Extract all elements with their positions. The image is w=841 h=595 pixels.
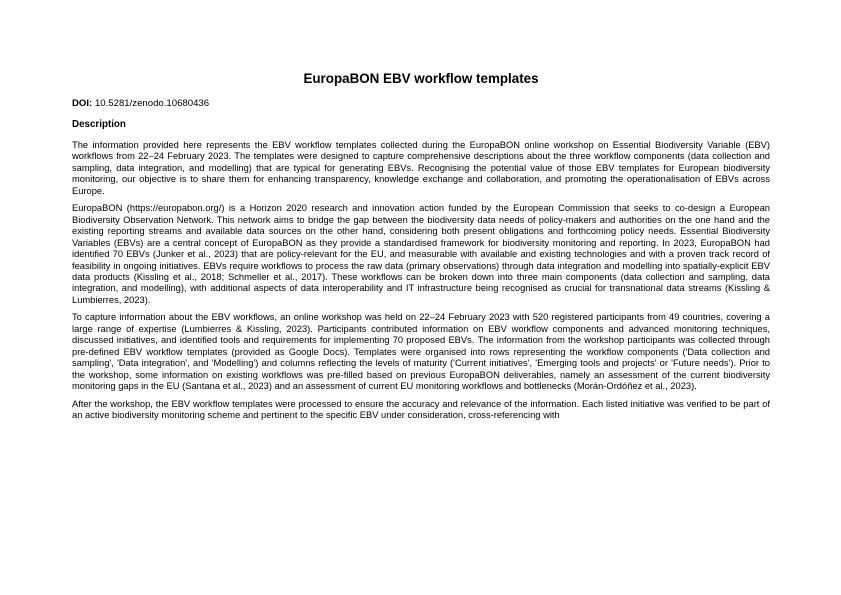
doi-line	[72, 98, 770, 110]
section-heading: Description	[72, 119, 126, 130]
doi-label: DOI:	[72, 98, 93, 109]
document-title: EuropaBON EBV workflow templates	[303, 71, 539, 86]
paragraph-europabon: EuropaBON (https://europabon.org/) is a Horizon 2020 research and innovation action funded by the European Commission that seeks to co-design a European Biodiversity Observation Network. This network aims to bridge the gap between the biodiversity data needs of policy-makers and authorities on the one hand and the existing reporting streams and available data sources on the other hand, considering both present obligations and forthcoming policy needs. Essential Biodiversity Variables (EBVs) are a central concept of EuropaBON as they provide a standardised framework for biodiversity monitoring and reporting. In 2023, EuropaBON had identified 70 EBVs (Junker et al., 2023) that are policy-relevant for the EU, and measurable with available and existing technologies and with a proven track record of feasibility in ongoing initiatives. EBVs require workflows to process the raw data (primary observations) through data integration and modelling into spatially-explicit EBV data products (Kissling et al., 2018; Schmeller et al., 2017). These workflows can be broken down into three main components (data collection and sampling, data integration, and modelling), with additional aspects of data interoperability and IT infrastructure being recognised as crucial for transnational data streams (Kissling & Lumbierres, 2023).	[72, 203, 770, 305]
doi-value: 10.5281/zenodo.10680436	[94, 98, 210, 109]
paragraph-workshop: To capture information about the EBV workflows, an online workshop was held on 22–24 February 2023 with 520 registered participants from 49 countries, covering a large range of expertise (Lumbierres & Kissling, 2023). Participants contributed information on EBV workflow components and advanced monitoring techniques, discussed initiatives, and identified tools and requirements for implementing 70 proposed EBVs. The information from the workshop participants was collected through pre-defined EBV workflow templates (provided as Google Docs). Templates were organised into rows representing the workflow components ('Data collection and sampling', 'Data integration', and 'Modelling') and columns reflecting the levels of maturity ('Current initiatives', 'Emerging tools and projects' or 'Future needs'). Prior to the workshop, some information on existing workflows was pre-filled based on previous EuropaBON deliverables, namely an assessment of the current biodiversity monitoring gaps in the EU (Santana et al., 2023) and an assessment of current EU monitoring workflows and bottlenecks (Morán-Ordóñez et al., 2023).	[72, 312, 770, 392]
paragraph-intro: The information provided here represents the EBV workflow templates collected during the EuropaBON online workshop on Essential Biodiversity Variable (EBV) workflows from 22–24 February 2023. The templates were designed to capture comprehensive descriptions about the three workflow components (data collection and sampling, data integration, and modelling) that are typical for generating EBVs. Recognising the potential value of those EBV templates for European biodiversity monitoring, our objective is to share them for enhancing transparency, knowledge exchange and collaboration, and promoting the operationalisation of EBVs across Europe.	[72, 140, 770, 196]
paragraph-processing: After the workshop, the EBV workflow templates were processed to ensure the accuracy and relevance of the information. Each listed initiative was verified to be part of an active biodiversity monitoring scheme and pertinent to the specific EBV under consideration, cross-referencing with	[72, 398, 770, 420]
